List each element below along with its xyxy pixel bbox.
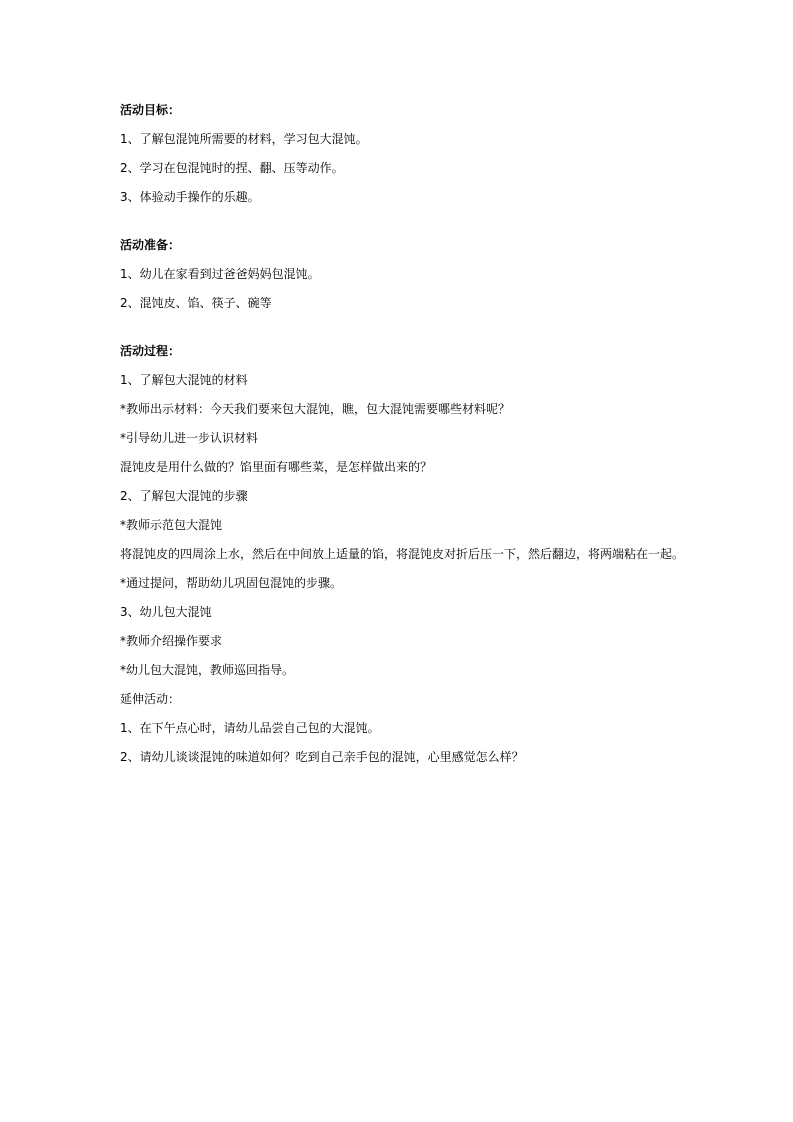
extension-item-1: 1、在下午点心时，请幼儿品尝自己包的大混饨。 [120, 721, 380, 735]
preparation-item-1: 1、幼儿在家看到过爸爸妈妈包混饨。 [120, 267, 320, 281]
preparation-heading: 活动准备： [120, 238, 181, 252]
goals-item-3: 3、体验动手操作的乐趣。 [120, 190, 260, 204]
process-item-2: *教师出示材料：今天我们要来包大混饨，瞧，包大混饨需要哪些材料呢？ [120, 402, 511, 416]
process-heading: 活动过程： [120, 344, 181, 358]
process-item-7: 将混饨皮的四周涂上水，然后在中间放上适量的馅，将混饨皮对折后压一下，然后翻边，将两端粘在一起。 [120, 547, 685, 561]
process-item-9: 3、幼儿包大混饨 [120, 605, 212, 619]
process-item-6: *教师示范包大混饨 [120, 518, 223, 532]
extension-heading: 延伸活动： [120, 692, 181, 706]
process-item-5: 2、了解包大混饨的步骤 [120, 489, 248, 503]
process-item-11: *幼儿包大混饨，教师巡回指导。 [120, 663, 295, 677]
process-item-8: *通过提问，帮助幼儿巩固包混饨的步骤。 [120, 576, 343, 590]
preparation-item-2: 2、混饨皮、馅、筷子、碗等 [120, 296, 272, 310]
process-item-10: *教师介绍操作要求 [120, 634, 223, 648]
section-gap [120, 323, 740, 342]
section-gap [120, 217, 740, 236]
goals-heading: 活动目标： [120, 103, 181, 117]
process-item-1: 1、了解包大混饨的材料 [120, 373, 248, 387]
goals-item-1: 1、了解包混饨所需要的材料，学习包大混饨。 [120, 132, 368, 146]
process-item-4: 混饨皮是用什么做的？馅里面有哪些菜，是怎样做出来的？ [120, 460, 433, 474]
extension-item-2: 2、请幼儿谈谈混饨的味道如何？吃到自己亲手包的混饨，心里感觉怎么样？ [120, 750, 524, 764]
document-body [120, 101, 740, 777]
goals-item-2: 2、学习在包混饨时的捏、翻、压等动作。 [120, 161, 344, 175]
process-item-3: *引导幼儿进一步认识材料 [120, 431, 259, 445]
